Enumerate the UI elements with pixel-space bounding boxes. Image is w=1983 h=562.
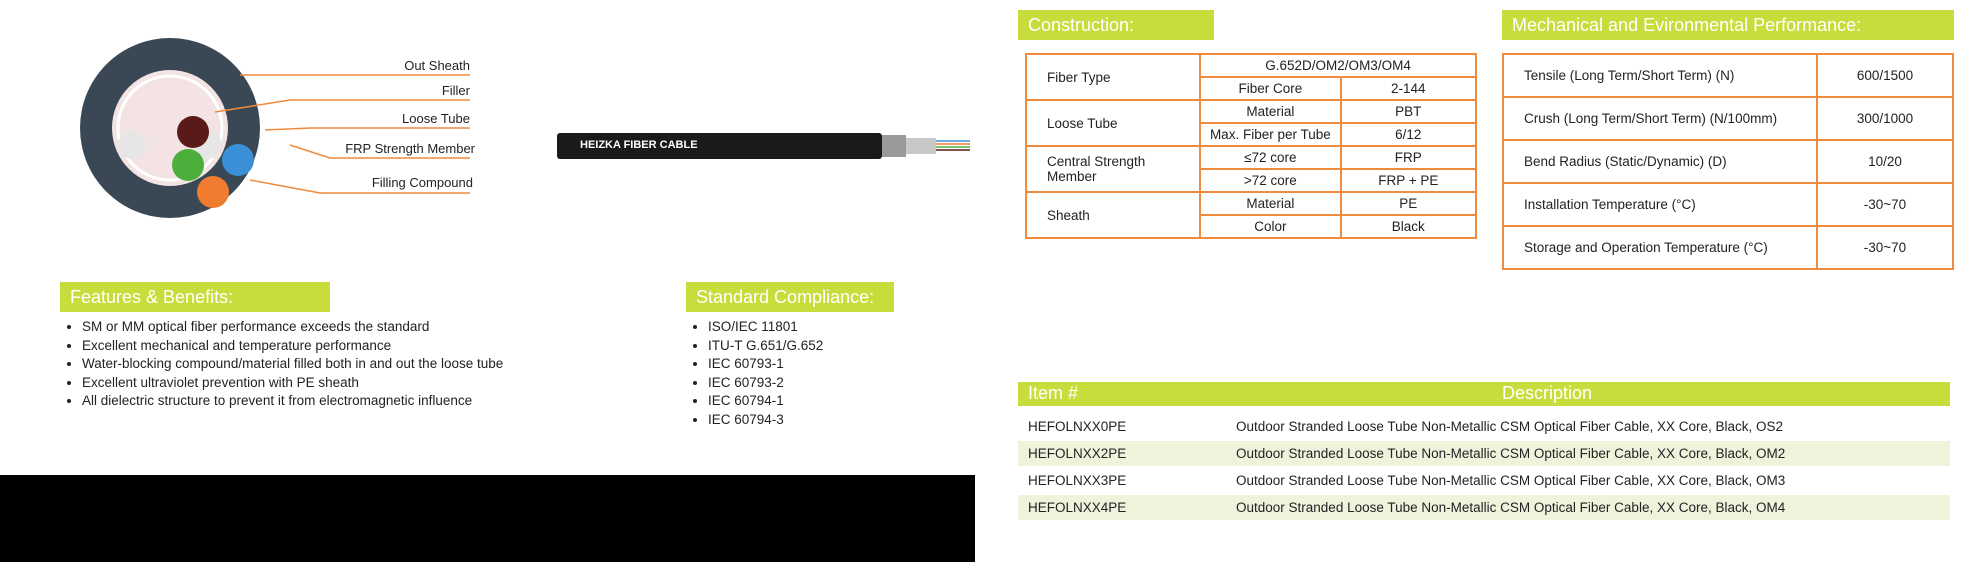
table-row: [1018, 441, 1950, 466]
feature-item: • SM or MM optical fiber performance exceeds the standard: [82, 318, 503, 337]
cross-section-svg: [60, 20, 500, 235]
standard-item: • IEC 60793-2: [708, 374, 823, 393]
table-row: [1018, 414, 1950, 439]
fiber-type-value: G.652D/OM2/OM3/OM4: [1200, 54, 1476, 77]
item-column-header: Item #: [1028, 383, 1079, 403]
item-code: HEFOLNXX2PE: [1028, 446, 1127, 461]
mech-row-value: 300/1000: [1817, 97, 1953, 140]
cable-cross-section-diagram: [60, 20, 500, 235]
standards-list: [686, 318, 823, 429]
construction-table: [1025, 53, 1477, 239]
item-code: HEFOLNXX0PE: [1028, 419, 1127, 434]
sheath-color-label: Color: [1200, 215, 1340, 238]
item-code: HEFOLNXX3PE: [1028, 473, 1127, 488]
loose-tube-max-label: Max. Fiber per Tube: [1200, 123, 1340, 146]
mech-row-value: 10/20: [1817, 140, 1953, 183]
feature-item: • All dielectric structure to prevent it from electromagnetic influence: [82, 392, 503, 411]
label-frp-strength-member: FRP Strength Member: [345, 141, 475, 156]
features-list: [60, 318, 503, 411]
item-code: HEFOLNXX4PE: [1028, 500, 1127, 515]
mech-row-value: 600/1500: [1817, 54, 1953, 97]
loose-tube-max-value: 6/12: [1341, 123, 1476, 146]
loose-tube-label: Loose Tube: [1026, 100, 1200, 146]
mech-row-value: -30~70: [1817, 226, 1953, 269]
label-loose-tube: Loose Tube: [402, 111, 470, 126]
description-column-header: Description: [1502, 383, 1593, 403]
frp-left: [118, 131, 146, 159]
csm-row2-label: >72 core: [1200, 169, 1340, 192]
item-description: Outdoor Stranded Loose Tube Non-Metallic CSM Optical Fiber Cable, XX Core, Black, OM3: [1236, 473, 1786, 488]
features-header: Features & Benefits:: [60, 282, 330, 312]
standards-header: Standard Compliance:: [686, 282, 894, 312]
csm-row1-label: ≤72 core: [1200, 146, 1340, 169]
item-description: Outdoor Stranded Loose Tube Non-Metallic CSM Optical Fiber Cable, XX Core, Black, OM4: [1236, 500, 1786, 515]
fiber-tube-orange: [197, 176, 229, 208]
cable-image: [555, 125, 975, 170]
sheath-color-value: Black: [1341, 215, 1476, 238]
csm-row1-value: FRP: [1341, 146, 1476, 169]
feature-item: • Excellent mechanical and temperature performance: [82, 337, 503, 356]
fiber-tube-green: [172, 149, 204, 181]
table-row: [1018, 495, 1950, 520]
item-description: Outdoor Stranded Loose Tube Non-Metallic CSM Optical Fiber Cable, XX Core, Black, OM2: [1236, 446, 1786, 461]
label-filler: Filler: [441, 83, 470, 98]
loose-tube-material-label: Material: [1200, 100, 1340, 123]
mechanical-header: Mechanical and Evironmental Performance:: [1502, 10, 1954, 40]
standard-item: • ISO/IEC 11801: [708, 318, 823, 337]
mech-row-label: Crush (Long Term/Short Term) (N/100mm): [1503, 97, 1817, 140]
sheath-material-value: PE: [1341, 192, 1476, 215]
fiber-type-label: Fiber Type: [1026, 54, 1200, 100]
table-row: [1018, 468, 1950, 493]
mechanical-table: [1502, 53, 1954, 270]
label-filling-compound: Filling Compound: [371, 175, 473, 190]
fiber-core-value: 2-144: [1341, 77, 1476, 100]
filler-rod: [177, 116, 209, 148]
standard-item: • IEC 60793-1: [708, 355, 823, 374]
construction-header: Construction:: [1018, 10, 1214, 40]
standard-item: • IEC 60794-3: [708, 411, 823, 430]
feature-item: • Water-blocking compound/material filled both in and out the loose tube: [82, 355, 503, 374]
mech-row-label: Storage and Operation Temperature (°C): [1503, 226, 1817, 269]
mech-row-value: -30~70: [1817, 183, 1953, 226]
mech-row-label: Tensile (Long Term/Short Term) (N): [1503, 54, 1817, 97]
fiber-core-label: Fiber Core: [1200, 77, 1340, 100]
sheath-material-label: Material: [1200, 192, 1340, 215]
loose-tube-material-value: PBT: [1341, 100, 1476, 123]
black-box: [0, 475, 975, 562]
fiber-tube-blue: [222, 144, 254, 176]
sheath-label: Sheath: [1026, 192, 1200, 238]
filler-shape: [112, 70, 228, 186]
label-out-sheath: Out Sheath: [404, 58, 470, 73]
mech-row-label: Installation Temperature (°C): [1503, 183, 1817, 226]
standard-item: • IEC 60794-1: [708, 392, 823, 411]
csm-label-line2: Member: [1047, 169, 1097, 184]
item-description: Outdoor Stranded Loose Tube Non-Metallic CSM Optical Fiber Cable, XX Core, Black, OS2: [1236, 419, 1784, 434]
cable-label: HEIZKA FIBER CABLE: [580, 139, 698, 151]
mech-row-label: Bend Radius (Static/Dynamic) (D): [1503, 140, 1817, 183]
csm-label-line1: Central Strength: [1047, 154, 1146, 169]
csm-row2-value: FRP + PE: [1341, 169, 1476, 192]
standard-item: • ITU-T G.651/G.652: [708, 337, 823, 356]
feature-item: • Excellent ultraviolet prevention with PE sheath: [82, 374, 503, 393]
item-table-header: [1018, 382, 1950, 406]
csm-label: [1026, 146, 1200, 192]
